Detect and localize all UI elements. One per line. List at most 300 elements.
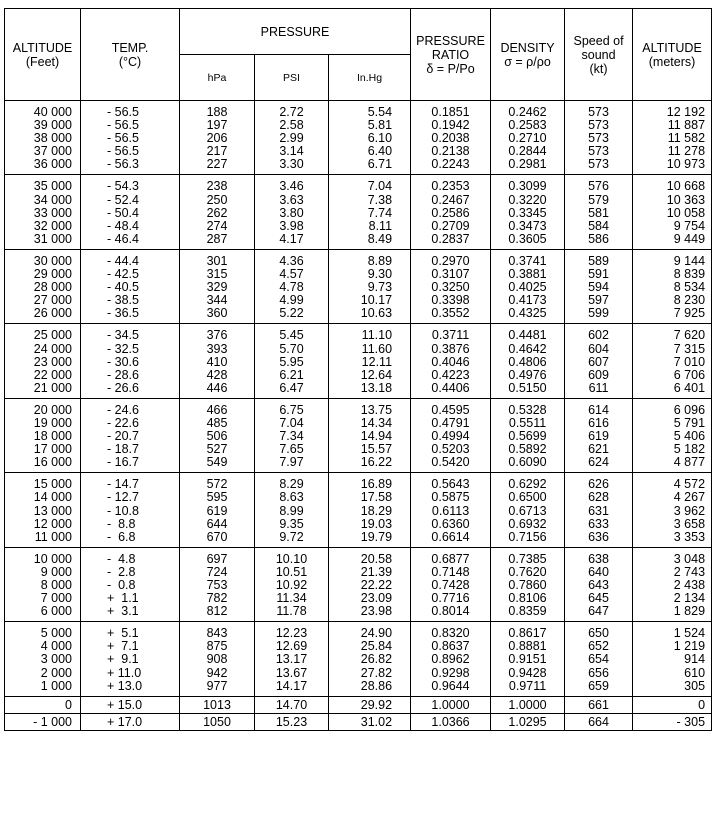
table-row bbox=[5, 343, 712, 356]
cell-altitude-meters: 2 743 bbox=[633, 566, 712, 579]
cell-pressure-inhg: 8.89 bbox=[329, 249, 411, 268]
cell-density: 0.7156 bbox=[491, 531, 565, 548]
cell-altitude-meters: 3 353 bbox=[633, 531, 712, 548]
cell-pressure-ratio: 0.9298 bbox=[411, 667, 491, 680]
cell-pressure-inhg: 20.58 bbox=[329, 547, 411, 566]
cell-altitude-meters: 1 219 bbox=[633, 640, 712, 653]
cell-pressure-hpa: 250 bbox=[180, 194, 255, 207]
cell-density: 0.8617 bbox=[491, 622, 565, 641]
cell-pressure-inhg: 28.86 bbox=[329, 680, 411, 697]
cell-speed-of-sound: 584 bbox=[565, 220, 633, 233]
row-group bbox=[5, 324, 712, 398]
table-row bbox=[5, 667, 712, 680]
cell-pressure-inhg: 11.10 bbox=[329, 324, 411, 343]
cell-speed-of-sound: 643 bbox=[565, 579, 633, 592]
cell-altitude-feet: 39 000 bbox=[5, 119, 81, 132]
cell-pressure-psi: 15.23 bbox=[255, 713, 329, 730]
cell-altitude-meters: 7 010 bbox=[633, 356, 712, 369]
cell-pressure-ratio: 0.8014 bbox=[411, 605, 491, 622]
cell-pressure-hpa: 1050 bbox=[180, 713, 255, 730]
cell-pressure-ratio: 0.3107 bbox=[411, 268, 491, 281]
cell-pressure-inhg: 16.22 bbox=[329, 456, 411, 473]
cell-pressure-hpa: 908 bbox=[180, 653, 255, 666]
cell-density: 0.2583 bbox=[491, 119, 565, 132]
cell-altitude-feet: 2 000 bbox=[5, 667, 81, 680]
cell-pressure-inhg: 27.82 bbox=[329, 667, 411, 680]
cell-density: 0.3473 bbox=[491, 220, 565, 233]
cell-density: 0.9428 bbox=[491, 667, 565, 680]
cell-pressure-psi: 6.47 bbox=[255, 382, 329, 399]
cell-temperature: - 44.4 bbox=[81, 249, 180, 268]
table-row bbox=[5, 158, 712, 175]
cell-altitude-meters: 3 962 bbox=[633, 505, 712, 518]
table-row bbox=[5, 680, 712, 697]
cell-speed-of-sound: 573 bbox=[565, 132, 633, 145]
cell-density: 0.3099 bbox=[491, 175, 565, 194]
cell-pressure-psi: 9.72 bbox=[255, 531, 329, 548]
cell-pressure-hpa: 410 bbox=[180, 356, 255, 369]
cell-speed-of-sound: 586 bbox=[565, 233, 633, 250]
cell-pressure-psi: 3.46 bbox=[255, 175, 329, 194]
cell-speed-of-sound: 573 bbox=[565, 101, 633, 120]
table-row bbox=[5, 382, 712, 399]
cell-altitude-meters: 4 572 bbox=[633, 473, 712, 492]
cell-pressure-ratio: 1.0000 bbox=[411, 696, 491, 713]
cell-pressure-psi: 6.21 bbox=[255, 369, 329, 382]
cell-pressure-hpa: 217 bbox=[180, 145, 255, 158]
cell-pressure-ratio: 0.3876 bbox=[411, 343, 491, 356]
cell-pressure-psi: 11.34 bbox=[255, 592, 329, 605]
cell-pressure-psi: 5.45 bbox=[255, 324, 329, 343]
cell-pressure-ratio: 0.2586 bbox=[411, 207, 491, 220]
cell-altitude-feet: 32 000 bbox=[5, 220, 81, 233]
table-row bbox=[5, 207, 712, 220]
cell-pressure-ratio: 0.8637 bbox=[411, 640, 491, 653]
cell-pressure-ratio: 0.8320 bbox=[411, 622, 491, 641]
cell-pressure-ratio: 0.5203 bbox=[411, 443, 491, 456]
cell-pressure-inhg: 23.98 bbox=[329, 605, 411, 622]
cell-pressure-psi: 7.04 bbox=[255, 417, 329, 430]
cell-temperature: - 36.5 bbox=[81, 307, 180, 324]
cell-density: 0.2710 bbox=[491, 132, 565, 145]
cell-speed-of-sound: 599 bbox=[565, 307, 633, 324]
cell-density: 0.3605 bbox=[491, 233, 565, 250]
cell-pressure-psi: 9.35 bbox=[255, 518, 329, 531]
cell-temperature: - 10.8 bbox=[81, 505, 180, 518]
cell-altitude-feet: 12 000 bbox=[5, 518, 81, 531]
cell-altitude-feet: 37 000 bbox=[5, 145, 81, 158]
table-row bbox=[5, 473, 712, 492]
cell-altitude-meters: 10 363 bbox=[633, 194, 712, 207]
cell-pressure-inhg: 25.84 bbox=[329, 640, 411, 653]
cell-temperature: + 17.0 bbox=[81, 713, 180, 730]
cell-pressure-psi: 10.92 bbox=[255, 579, 329, 592]
cell-density: 0.5699 bbox=[491, 430, 565, 443]
cell-speed-of-sound: 654 bbox=[565, 653, 633, 666]
cell-temperature: - 56.5 bbox=[81, 101, 180, 120]
cell-density: 0.3220 bbox=[491, 194, 565, 207]
cell-pressure-ratio: 0.4994 bbox=[411, 430, 491, 443]
cell-speed-of-sound: 664 bbox=[565, 713, 633, 730]
cell-altitude-meters: 5 791 bbox=[633, 417, 712, 430]
cell-altitude-meters: 9 754 bbox=[633, 220, 712, 233]
cell-speed-of-sound: 640 bbox=[565, 566, 633, 579]
cell-pressure-inhg: 9.30 bbox=[329, 268, 411, 281]
cell-pressure-inhg: 22.22 bbox=[329, 579, 411, 592]
cell-temperature: - 8.8 bbox=[81, 518, 180, 531]
table-row bbox=[5, 220, 712, 233]
table-row bbox=[5, 307, 712, 324]
cell-pressure-hpa: 843 bbox=[180, 622, 255, 641]
cell-pressure-hpa: 197 bbox=[180, 119, 255, 132]
cell-altitude-meters: 5 182 bbox=[633, 443, 712, 456]
cell-pressure-hpa: 782 bbox=[180, 592, 255, 605]
cell-pressure-ratio: 0.4791 bbox=[411, 417, 491, 430]
cell-pressure-psi: 10.10 bbox=[255, 547, 329, 566]
cell-pressure-psi: 12.69 bbox=[255, 640, 329, 653]
cell-density: 0.3345 bbox=[491, 207, 565, 220]
cell-temperature: - 2.8 bbox=[81, 566, 180, 579]
cell-pressure-psi: 7.97 bbox=[255, 456, 329, 473]
cell-speed-of-sound: 573 bbox=[565, 119, 633, 132]
cell-altitude-feet: 20 000 bbox=[5, 398, 81, 417]
cell-pressure-psi: 3.30 bbox=[255, 158, 329, 175]
cell-temperature: + 7.1 bbox=[81, 640, 180, 653]
table-row bbox=[5, 249, 712, 268]
cell-pressure-psi: 3.14 bbox=[255, 145, 329, 158]
cell-altitude-meters: 11 278 bbox=[633, 145, 712, 158]
cell-pressure-hpa: 315 bbox=[180, 268, 255, 281]
cell-pressure-hpa: 753 bbox=[180, 579, 255, 592]
cell-speed-of-sound: 661 bbox=[565, 696, 633, 713]
cell-altitude-feet: 7 000 bbox=[5, 592, 81, 605]
cell-pressure-inhg: 24.90 bbox=[329, 622, 411, 641]
cell-pressure-hpa: 572 bbox=[180, 473, 255, 492]
cell-altitude-meters: 8 534 bbox=[633, 281, 712, 294]
cell-pressure-ratio: 0.9644 bbox=[411, 680, 491, 697]
cell-pressure-ratio: 0.1942 bbox=[411, 119, 491, 132]
cell-temperature: - 54.3 bbox=[81, 175, 180, 194]
cell-pressure-ratio: 0.6360 bbox=[411, 518, 491, 531]
cell-pressure-ratio: 0.7148 bbox=[411, 566, 491, 579]
cell-pressure-hpa: 329 bbox=[180, 281, 255, 294]
cell-altitude-feet: 9 000 bbox=[5, 566, 81, 579]
row-group bbox=[5, 473, 712, 547]
cell-pressure-ratio: 0.2138 bbox=[411, 145, 491, 158]
cell-altitude-meters: 11 582 bbox=[633, 132, 712, 145]
cell-pressure-inhg: 7.04 bbox=[329, 175, 411, 194]
cell-density: 0.7860 bbox=[491, 579, 565, 592]
cell-temperature: - 38.5 bbox=[81, 294, 180, 307]
cell-altitude-feet: 24 000 bbox=[5, 343, 81, 356]
cell-pressure-hpa: 376 bbox=[180, 324, 255, 343]
cell-pressure-inhg: 13.18 bbox=[329, 382, 411, 399]
header-pressure-ratio: PRESSURE RATIO δ = P/Po bbox=[411, 9, 491, 101]
cell-pressure-ratio: 0.4223 bbox=[411, 369, 491, 382]
cell-pressure-inhg: 7.74 bbox=[329, 207, 411, 220]
cell-pressure-inhg: 7.38 bbox=[329, 194, 411, 207]
cell-density: 0.4325 bbox=[491, 307, 565, 324]
cell-speed-of-sound: 647 bbox=[565, 605, 633, 622]
cell-speed-of-sound: 597 bbox=[565, 294, 633, 307]
cell-pressure-hpa: 485 bbox=[180, 417, 255, 430]
cell-temperature: - 16.7 bbox=[81, 456, 180, 473]
cell-temperature: - 22.6 bbox=[81, 417, 180, 430]
cell-altitude-feet: 23 000 bbox=[5, 356, 81, 369]
cell-pressure-hpa: 466 bbox=[180, 398, 255, 417]
cell-pressure-inhg: 23.09 bbox=[329, 592, 411, 605]
cell-altitude-meters: 7 925 bbox=[633, 307, 712, 324]
cell-pressure-inhg: 29.92 bbox=[329, 696, 411, 713]
cell-altitude-meters: 2 134 bbox=[633, 592, 712, 605]
cell-density: 0.5328 bbox=[491, 398, 565, 417]
cell-pressure-inhg: 19.79 bbox=[329, 531, 411, 548]
cell-altitude-meters: 1 524 bbox=[633, 622, 712, 641]
cell-altitude-feet: 10 000 bbox=[5, 547, 81, 566]
cell-pressure-psi: 11.78 bbox=[255, 605, 329, 622]
cell-pressure-ratio: 0.4406 bbox=[411, 382, 491, 399]
cell-temperature: - 6.8 bbox=[81, 531, 180, 548]
cell-altitude-feet: 4 000 bbox=[5, 640, 81, 653]
header-pressure: PRESSURE bbox=[180, 9, 411, 55]
cell-pressure-ratio: 0.3711 bbox=[411, 324, 491, 343]
cell-speed-of-sound: 579 bbox=[565, 194, 633, 207]
cell-speed-of-sound: 604 bbox=[565, 343, 633, 356]
cell-temperature: - 18.7 bbox=[81, 443, 180, 456]
cell-altitude-feet: 28 000 bbox=[5, 281, 81, 294]
cell-pressure-inhg: 6.10 bbox=[329, 132, 411, 145]
cell-altitude-feet: 31 000 bbox=[5, 233, 81, 250]
cell-altitude-meters: 914 bbox=[633, 653, 712, 666]
cell-pressure-hpa: 977 bbox=[180, 680, 255, 697]
cell-altitude-feet: 34 000 bbox=[5, 194, 81, 207]
cell-density: 0.4025 bbox=[491, 281, 565, 294]
cell-speed-of-sound: 581 bbox=[565, 207, 633, 220]
cell-density: 0.2844 bbox=[491, 145, 565, 158]
cell-altitude-feet: 5 000 bbox=[5, 622, 81, 641]
cell-pressure-ratio: 0.2837 bbox=[411, 233, 491, 250]
cell-pressure-inhg: 14.34 bbox=[329, 417, 411, 430]
cell-altitude-feet: 26 000 bbox=[5, 307, 81, 324]
header-hpa: hPa bbox=[180, 55, 255, 101]
cell-altitude-meters: 3 048 bbox=[633, 547, 712, 566]
cell-altitude-feet: 22 000 bbox=[5, 369, 81, 382]
cell-altitude-feet: 38 000 bbox=[5, 132, 81, 145]
cell-temperature: - 52.4 bbox=[81, 194, 180, 207]
cell-pressure-hpa: 360 bbox=[180, 307, 255, 324]
cell-speed-of-sound: 656 bbox=[565, 667, 633, 680]
cell-pressure-hpa: 344 bbox=[180, 294, 255, 307]
cell-altitude-meters: 4 877 bbox=[633, 456, 712, 473]
cell-temperature: - 56.5 bbox=[81, 132, 180, 145]
cell-density: 0.8881 bbox=[491, 640, 565, 653]
cell-pressure-ratio: 0.5420 bbox=[411, 456, 491, 473]
row-group bbox=[5, 249, 712, 323]
cell-density: 0.6932 bbox=[491, 518, 565, 531]
cell-pressure-inhg: 10.17 bbox=[329, 294, 411, 307]
cell-pressure-hpa: 238 bbox=[180, 175, 255, 194]
cell-pressure-ratio: 0.2243 bbox=[411, 158, 491, 175]
cell-altitude-feet: 14 000 bbox=[5, 491, 81, 504]
cell-altitude-feet: 29 000 bbox=[5, 268, 81, 281]
cell-pressure-psi: 2.72 bbox=[255, 101, 329, 120]
row-group bbox=[5, 101, 712, 175]
cell-pressure-psi: 14.70 bbox=[255, 696, 329, 713]
cell-temperature: - 34.5 bbox=[81, 324, 180, 343]
cell-density: 0.9711 bbox=[491, 680, 565, 697]
row-group bbox=[5, 175, 712, 249]
cell-altitude-meters: 10 058 bbox=[633, 207, 712, 220]
cell-density: 0.4173 bbox=[491, 294, 565, 307]
cell-pressure-hpa: 527 bbox=[180, 443, 255, 456]
cell-pressure-ratio: 0.7716 bbox=[411, 592, 491, 605]
cell-pressure-hpa: 274 bbox=[180, 220, 255, 233]
cell-pressure-hpa: 446 bbox=[180, 382, 255, 399]
cell-pressure-ratio: 0.8962 bbox=[411, 653, 491, 666]
cell-altitude-feet: 0 bbox=[5, 696, 81, 713]
cell-temperature: - 42.5 bbox=[81, 268, 180, 281]
standard-atmosphere-table bbox=[4, 8, 712, 731]
cell-altitude-feet: 13 000 bbox=[5, 505, 81, 518]
header-temperature: TEMP. (°C) bbox=[81, 9, 180, 101]
cell-altitude-meters: 6 401 bbox=[633, 382, 712, 399]
cell-temperature: - 12.7 bbox=[81, 491, 180, 504]
cell-pressure-inhg: 8.11 bbox=[329, 220, 411, 233]
table-row bbox=[5, 233, 712, 250]
cell-speed-of-sound: 616 bbox=[565, 417, 633, 430]
cell-altitude-feet: 8 000 bbox=[5, 579, 81, 592]
row-group bbox=[5, 713, 712, 730]
cell-altitude-meters: 3 658 bbox=[633, 518, 712, 531]
cell-altitude-feet: 40 000 bbox=[5, 101, 81, 120]
cell-pressure-hpa: 393 bbox=[180, 343, 255, 356]
cell-density: 0.2981 bbox=[491, 158, 565, 175]
cell-density: 0.4481 bbox=[491, 324, 565, 343]
cell-speed-of-sound: 573 bbox=[565, 145, 633, 158]
cell-pressure-inhg: 18.29 bbox=[329, 505, 411, 518]
cell-altitude-feet: 1 000 bbox=[5, 680, 81, 697]
cell-pressure-ratio: 0.7428 bbox=[411, 579, 491, 592]
cell-speed-of-sound: 650 bbox=[565, 622, 633, 641]
cell-pressure-ratio: 0.6113 bbox=[411, 505, 491, 518]
cell-altitude-feet: 27 000 bbox=[5, 294, 81, 307]
header-psi: PSI bbox=[255, 55, 329, 101]
header-inhg: In.Hg bbox=[329, 55, 411, 101]
row-group bbox=[5, 622, 712, 696]
cell-pressure-psi: 7.34 bbox=[255, 430, 329, 443]
cell-pressure-hpa: 428 bbox=[180, 369, 255, 382]
cell-pressure-psi: 3.80 bbox=[255, 207, 329, 220]
cell-altitude-meters: 7 620 bbox=[633, 324, 712, 343]
cell-density: 0.4976 bbox=[491, 369, 565, 382]
cell-density: 0.3741 bbox=[491, 249, 565, 268]
row-group bbox=[5, 696, 712, 713]
cell-altitude-feet: 25 000 bbox=[5, 324, 81, 343]
cell-temperature: + 3.1 bbox=[81, 605, 180, 622]
cell-pressure-ratio: 0.6614 bbox=[411, 531, 491, 548]
cell-pressure-hpa: 227 bbox=[180, 158, 255, 175]
cell-pressure-ratio: 0.4595 bbox=[411, 398, 491, 417]
cell-altitude-meters: 305 bbox=[633, 680, 712, 697]
cell-density: 0.6090 bbox=[491, 456, 565, 473]
cell-pressure-inhg: 5.81 bbox=[329, 119, 411, 132]
table-row bbox=[5, 622, 712, 641]
cell-altitude-feet: 35 000 bbox=[5, 175, 81, 194]
cell-speed-of-sound: 624 bbox=[565, 456, 633, 473]
cell-speed-of-sound: 636 bbox=[565, 531, 633, 548]
table-row bbox=[5, 653, 712, 666]
cell-pressure-psi: 2.58 bbox=[255, 119, 329, 132]
cell-pressure-ratio: 0.2970 bbox=[411, 249, 491, 268]
cell-density: 0.6713 bbox=[491, 505, 565, 518]
cell-density: 1.0000 bbox=[491, 696, 565, 713]
cell-pressure-inhg: 14.94 bbox=[329, 430, 411, 443]
cell-pressure-hpa: 812 bbox=[180, 605, 255, 622]
cell-pressure-inhg: 12.11 bbox=[329, 356, 411, 369]
cell-pressure-psi: 5.22 bbox=[255, 307, 329, 324]
cell-altitude-feet: 3 000 bbox=[5, 653, 81, 666]
cell-density: 0.5511 bbox=[491, 417, 565, 430]
cell-temperature: - 4.8 bbox=[81, 547, 180, 566]
cell-altitude-meters: 610 bbox=[633, 667, 712, 680]
table-row bbox=[5, 324, 712, 343]
cell-temperature: - 56.3 bbox=[81, 158, 180, 175]
cell-pressure-hpa: 549 bbox=[180, 456, 255, 473]
cell-speed-of-sound: 628 bbox=[565, 491, 633, 504]
cell-pressure-psi: 3.98 bbox=[255, 220, 329, 233]
cell-speed-of-sound: 659 bbox=[565, 680, 633, 697]
cell-pressure-inhg: 17.58 bbox=[329, 491, 411, 504]
cell-speed-of-sound: 645 bbox=[565, 592, 633, 605]
cell-speed-of-sound: 573 bbox=[565, 158, 633, 175]
table-row bbox=[5, 101, 712, 120]
cell-pressure-psi: 4.99 bbox=[255, 294, 329, 307]
cell-altitude-meters: 1 829 bbox=[633, 605, 712, 622]
table-row bbox=[5, 713, 712, 730]
cell-altitude-meters: 0 bbox=[633, 696, 712, 713]
cell-pressure-hpa: 670 bbox=[180, 531, 255, 548]
cell-temperature: - 46.4 bbox=[81, 233, 180, 250]
cell-altitude-meters: 2 438 bbox=[633, 579, 712, 592]
cell-pressure-hpa: 595 bbox=[180, 491, 255, 504]
cell-pressure-inhg: 15.57 bbox=[329, 443, 411, 456]
cell-altitude-feet: 36 000 bbox=[5, 158, 81, 175]
cell-pressure-inhg: 6.71 bbox=[329, 158, 411, 175]
cell-altitude-feet: 15 000 bbox=[5, 473, 81, 492]
cell-pressure-ratio: 0.2353 bbox=[411, 175, 491, 194]
cell-pressure-psi: 4.17 bbox=[255, 233, 329, 250]
cell-temperature: + 11.0 bbox=[81, 667, 180, 680]
cell-speed-of-sound: 633 bbox=[565, 518, 633, 531]
cell-altitude-feet: 18 000 bbox=[5, 430, 81, 443]
cell-density: 0.7620 bbox=[491, 566, 565, 579]
cell-density: 0.7385 bbox=[491, 547, 565, 566]
cell-temperature: - 50.4 bbox=[81, 207, 180, 220]
cell-speed-of-sound: 607 bbox=[565, 356, 633, 369]
cell-temperature: - 56.5 bbox=[81, 119, 180, 132]
cell-pressure-ratio: 0.5643 bbox=[411, 473, 491, 492]
cell-pressure-psi: 4.78 bbox=[255, 281, 329, 294]
cell-speed-of-sound: 594 bbox=[565, 281, 633, 294]
cell-altitude-meters: 9 449 bbox=[633, 233, 712, 250]
table-row bbox=[5, 547, 712, 566]
table-row bbox=[5, 696, 712, 713]
cell-pressure-inhg: 11.60 bbox=[329, 343, 411, 356]
cell-density: 0.9151 bbox=[491, 653, 565, 666]
cell-pressure-psi: 7.65 bbox=[255, 443, 329, 456]
table-row bbox=[5, 505, 712, 518]
cell-temperature: - 26.6 bbox=[81, 382, 180, 399]
